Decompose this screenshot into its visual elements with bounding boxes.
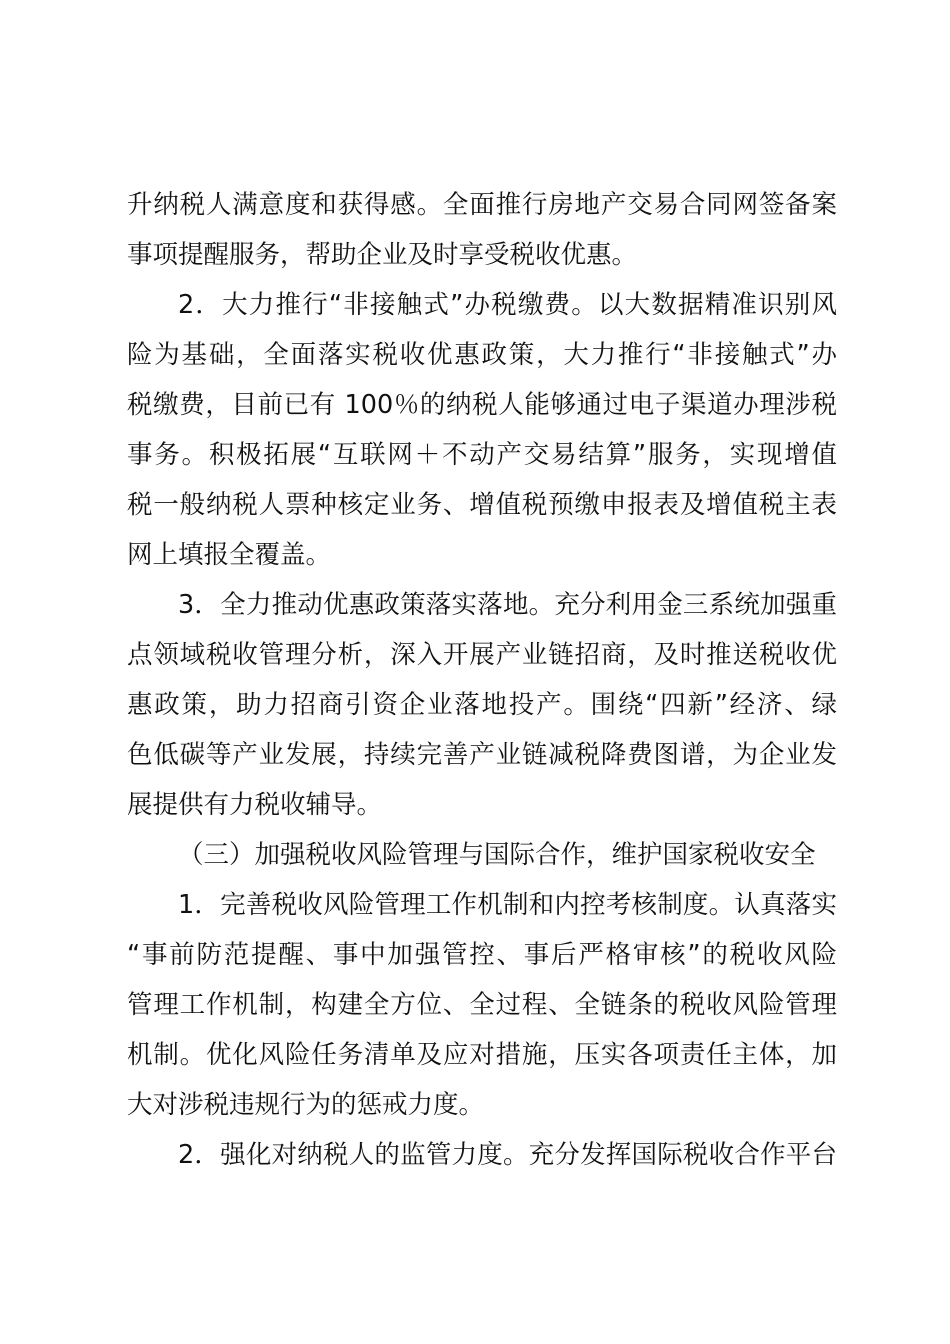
text-line: 税一般纳税人票种核定业务、增值税预缴申报表及增值税主表 bbox=[127, 490, 837, 520]
text-line: “事前防范提醒、事中加强管控、事后严格审核”的税收风险 bbox=[127, 940, 837, 970]
paragraph-start-line: 1．完善税收风险管理工作机制和内控考核制度。认真落实 bbox=[178, 890, 837, 920]
text-line: 管理工作机制，构建全方位、全过程、全链条的税收风险管理 bbox=[127, 990, 837, 1020]
text-line: 点领域税收管理分析，深入开展产业链招商，及时推送税收优 bbox=[127, 640, 837, 670]
text-line: 事务。积极拓展“互联网＋不动产交易结算”服务，实现增值 bbox=[127, 440, 837, 470]
text-line: 税缴费，目前已有 100％的纳税人能够通过电子渠道办理涉税 bbox=[127, 390, 837, 420]
text-line: 惠政策，助力招商引资企业落地投产。围绕“四新”经济、绿 bbox=[127, 690, 837, 720]
text-line: 展提供有力税收辅导。 bbox=[127, 790, 383, 820]
text-line: 升纳税人满意度和获得感。全面推行房地产交易合同网签备案 bbox=[127, 190, 837, 220]
text-line: 色低碳等产业发展，持续完善产业链减税降费图谱，为企业发 bbox=[127, 740, 837, 770]
paragraph-start-line: 2．强化对纳税人的监管力度。充分发挥国际税收合作平台 bbox=[178, 1140, 837, 1170]
text-line: 事项提醒服务，帮助企业及时享受税收优惠。 bbox=[127, 240, 638, 270]
text-line: 险为基础，全面落实税收优惠政策，大力推行“非接触式”办 bbox=[127, 340, 837, 370]
text-line: 机制。优化风险任务清单及应对措施，压实各项责任主体，加 bbox=[127, 1040, 837, 1070]
text-line: 大对涉税违规行为的惩戒力度。 bbox=[127, 1090, 485, 1120]
paragraph-start-line: 3．全力推动优惠政策落实落地。充分利用金三系统加强重 bbox=[178, 590, 837, 620]
section-heading: （三）加强税收风险管理与国际合作，维护国家税收安全 bbox=[178, 840, 816, 870]
text-line: 网上填报全覆盖。 bbox=[127, 540, 332, 570]
paragraph-start-line: 2．大力推行“非接触式”办税缴费。以大数据精准识别风 bbox=[178, 290, 837, 320]
